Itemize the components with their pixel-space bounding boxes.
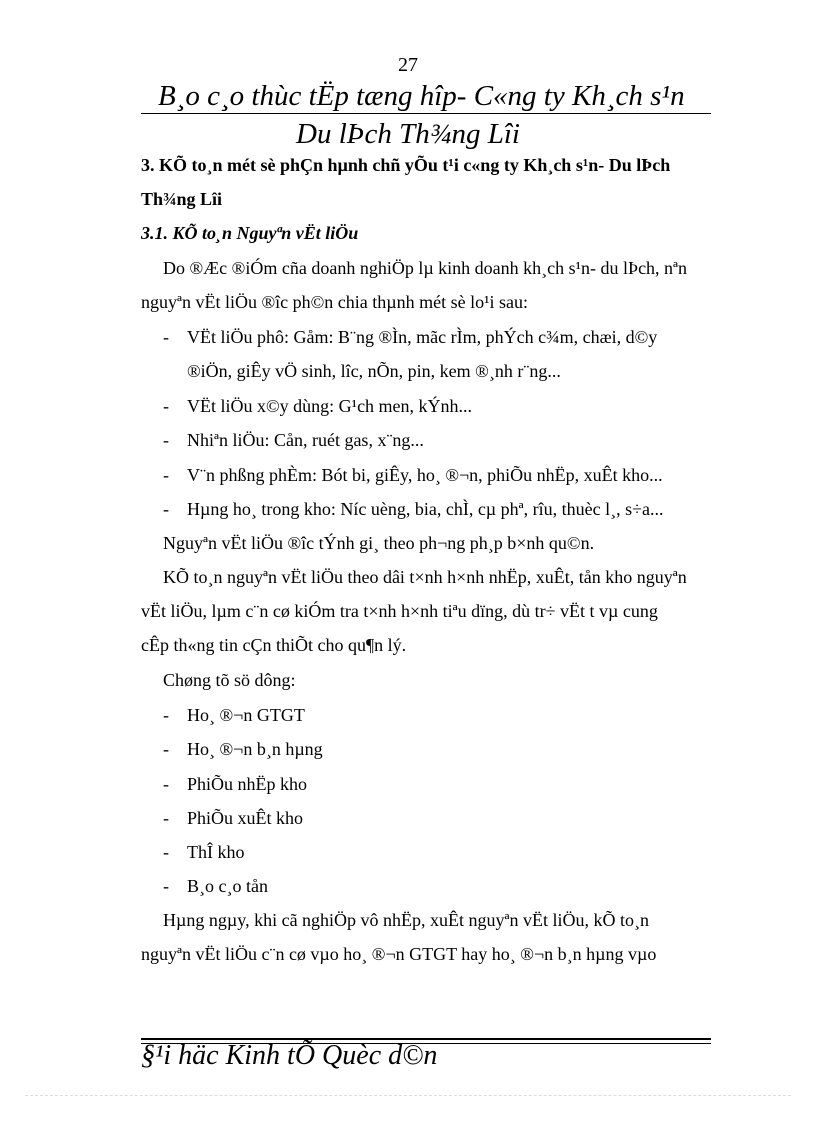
footer-text: §¹i häc Kinh tÕ Quèc d©n bbox=[141, 1040, 438, 1071]
documents-intro: Chøng tõ sö dông: bbox=[163, 670, 296, 690]
list-item-material-5: Hµng ho¸ trong kho: Níc uèng, bia, chÌ, cµ phª, rîu, thuèc l¸, s÷a... bbox=[187, 499, 664, 519]
paragraph-4-line2: nguyªn vËt liÖu c¨n cø vµo ho¸ ®¬n GTGT hay ho¸ ®¬n b¸n hµng vµo bbox=[141, 944, 657, 964]
list-item-material-3: Nhiªn liÖu: Cån, ruét gas, x¨ng... bbox=[187, 430, 424, 450]
list-item-document-2: Ho¸ ®¬n b¸n hµng bbox=[187, 739, 323, 759]
list-item-document-1: Ho¸ ®¬n GTGT bbox=[187, 705, 305, 725]
list-bullet: - bbox=[163, 396, 169, 416]
list-item-document-4: PhiÕu xuÊt kho bbox=[187, 808, 304, 828]
list-item-material-2: VËt liÖu x©y dùng: G¹ch men, kÝnh... bbox=[187, 396, 473, 416]
page-edge-divider bbox=[25, 1095, 791, 1096]
list-bullet: - bbox=[163, 774, 169, 794]
paragraph-3-line1: KÕ to¸n nguyªn vËt liÖu theo dâi t×nh h×nh nhËp, xuÊt, tån kho nguyªn bbox=[163, 567, 687, 587]
section-title-line2: Th¾ng Lîi bbox=[141, 189, 223, 209]
paragraph-1-line2: nguyªn vËt liÖu ®îc ph©n chia thµnh mét sè lo¹i sau: bbox=[141, 292, 529, 312]
page-number: 27 bbox=[398, 54, 418, 76]
list-bullet: - bbox=[163, 842, 169, 862]
paragraph-4-line1: Hµng ngµy, khi cã nghiÖp vô nhËp, xuÊt nguyªn vËt liÖu, kÕ to¸n bbox=[163, 910, 649, 930]
list-item-document-5: ThÎ kho bbox=[187, 842, 245, 862]
paragraph-3-line2: vËt liÖu, lµm c¨n cø kiÓm tra t×nh h×nh tiªu dïng, dù tr÷ vËt t vµ cung bbox=[141, 601, 658, 621]
list-bullet: - bbox=[163, 876, 169, 896]
list-bullet: - bbox=[163, 327, 169, 347]
paragraph-2: Nguyªn vËt liÖu ®îc tÝnh gi¸ theo ph¬ng ph¸p b×nh qu©n. bbox=[163, 533, 595, 553]
paragraph-3-line3: cÊp th«ng tin cÇn thiÕt cho qu¶n lý. bbox=[141, 635, 407, 655]
header-title-line2: Du lÞch Th¾ng Lîi bbox=[296, 118, 520, 150]
list-bullet: - bbox=[163, 465, 169, 485]
list-item-document-6: B¸o c¸o tån bbox=[187, 876, 268, 896]
list-item-material-1-line2: ®iÖn, giÊy vÖ sinh, lîc, nÕn, pin, kem ®¸nh r¨ng... bbox=[187, 361, 561, 381]
paragraph-1-line1: Do ®Æc ®iÓm cña doanh nghiÖp lµ kinh doanh kh¸ch s¹n- du lÞch, nªn bbox=[163, 258, 688, 278]
list-bullet: - bbox=[163, 705, 169, 725]
list-bullet: - bbox=[163, 808, 169, 828]
list-bullet: - bbox=[163, 499, 169, 519]
list-item-material-1-line1: VËt liÖu phô: Gåm: B¨ng ®Ìn, mãc rÌm, phÝch c¾m, chæi, d©y bbox=[187, 327, 658, 347]
section-title-line1: 3. KÕ to¸n mét sè phÇn hµnh chñ yÕu t¹i c«ng ty Kh¸ch s¹n- Du lÞch bbox=[141, 155, 671, 175]
list-bullet: - bbox=[163, 739, 169, 759]
list-item-document-3: PhiÕu nhËp kho bbox=[187, 774, 308, 794]
subsection-title: 3.1. KÕ to¸n Nguyªn vËt liÖu bbox=[141, 223, 359, 243]
list-item-material-4: V¨n phßng phÈm: Bót bi, giÊy, ho¸ ®¬n, phiÕu nhËp, xuÊt kho... bbox=[187, 465, 663, 485]
list-bullet: - bbox=[163, 430, 169, 450]
header-rule bbox=[141, 113, 711, 114]
header-title-line1: B¸o c¸o thùc tËp tæng hîp- C«ng ty Kh¸ch s¹n bbox=[158, 80, 685, 112]
